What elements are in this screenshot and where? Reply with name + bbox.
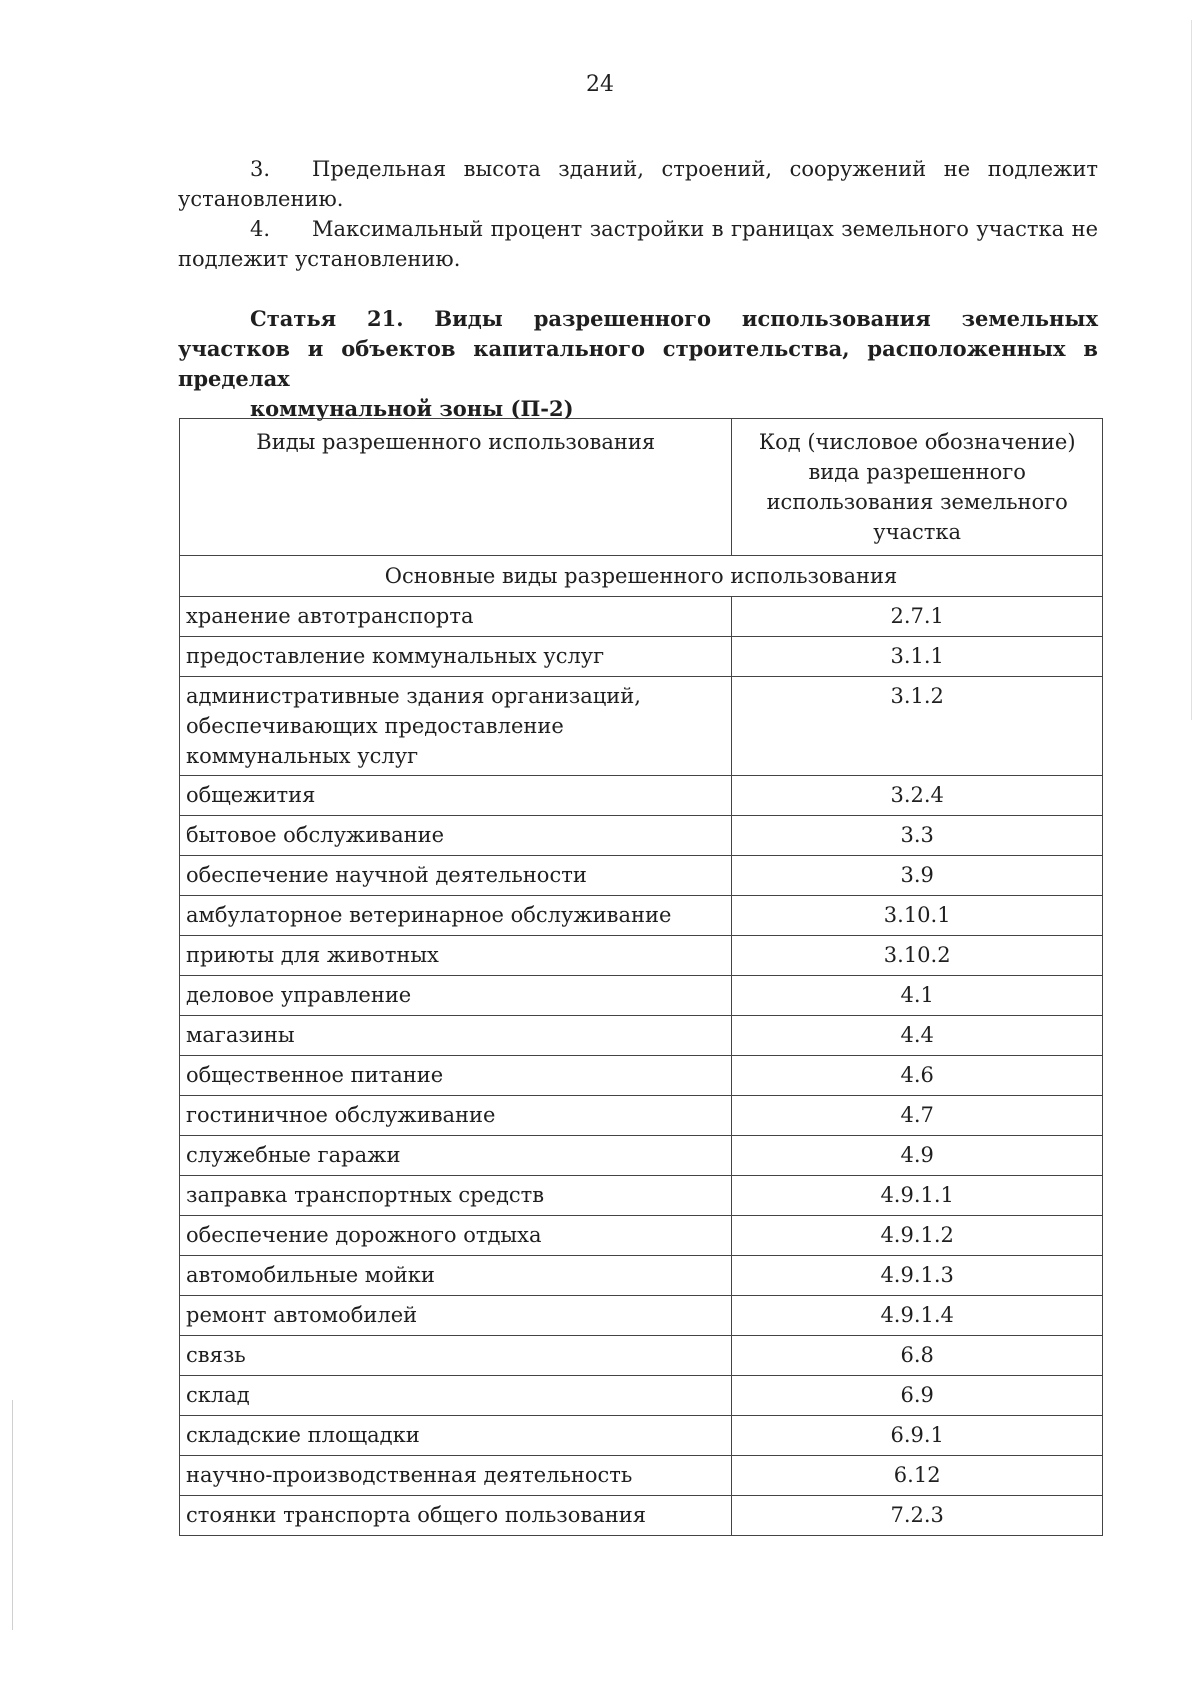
use-code-cell: 3.9 <box>732 856 1103 896</box>
paragraph-number: 3. <box>250 157 271 181</box>
paragraph-number: 4. <box>250 217 271 241</box>
use-name-cell: магазины <box>180 1016 732 1056</box>
scan-margin-line <box>12 1400 13 1630</box>
scan-edge-line <box>1191 20 1192 720</box>
use-name-cell: общественное питание <box>180 1056 732 1096</box>
use-name-cell: стоянки транспорта общего пользования <box>180 1496 732 1536</box>
use-code-cell: 6.8 <box>732 1336 1103 1376</box>
table-row <box>180 1256 1103 1296</box>
table-row <box>180 1336 1103 1376</box>
table-row <box>180 1096 1103 1136</box>
use-name-cell: общежития <box>180 776 732 816</box>
table-body <box>180 597 1103 1536</box>
header-uses: Виды разрешенного использования <box>180 419 732 556</box>
table-row <box>180 637 1103 677</box>
use-code-cell: 4.9.1.3 <box>732 1256 1103 1296</box>
use-name-cell: административные здания организаций, обеспечивающих предоставление коммунальных услуг <box>180 677 732 776</box>
use-code-cell: 4.9 <box>732 1136 1103 1176</box>
use-name-cell: связь <box>180 1336 732 1376</box>
use-code-cell: 3.1.1 <box>732 637 1103 677</box>
use-name-cell: служебные гаражи <box>180 1136 732 1176</box>
table-row <box>180 896 1103 936</box>
use-code-cell: 3.10.2 <box>732 936 1103 976</box>
table-row <box>180 1496 1103 1536</box>
table-row <box>180 1296 1103 1336</box>
use-code-cell: 3.3 <box>732 816 1103 856</box>
header-code: Код (числовое обозначение) вида разрешенного использования земельного участка <box>732 419 1103 556</box>
use-name-cell: бытовое обслуживание <box>180 816 732 856</box>
use-name-cell: амбулаторное ветеринарное обслуживание <box>180 896 732 936</box>
table-row <box>180 776 1103 816</box>
section-title: Основные виды разрешенного использования <box>180 556 1103 597</box>
table-row <box>180 1016 1103 1056</box>
use-code-cell: 3.1.2 <box>732 677 1103 776</box>
table-row <box>180 1136 1103 1176</box>
use-name-cell: складские площадки <box>180 1416 732 1456</box>
table-section-row <box>180 556 1103 597</box>
use-code-cell: 6.9 <box>732 1376 1103 1416</box>
table-row <box>180 1416 1103 1456</box>
use-code-cell: 6.9.1 <box>732 1416 1103 1456</box>
use-name-cell: гостиничное обслуживание <box>180 1096 732 1136</box>
use-name-cell: автомобильные мойки <box>180 1256 732 1296</box>
permitted-uses-table <box>179 418 1103 1536</box>
table-row <box>180 1176 1103 1216</box>
table-row <box>180 1456 1103 1496</box>
use-name-cell: заправка транспортных средств <box>180 1176 732 1216</box>
paragraph-4 <box>178 214 1098 274</box>
paragraph-text: Предельная высота зданий, строений, сооружений не подлежит установлению. <box>178 157 1098 211</box>
use-code-cell: 7.2.3 <box>732 1496 1103 1536</box>
use-name-cell: хранение автотранспорта <box>180 597 732 637</box>
use-code-cell: 4.1 <box>732 976 1103 1016</box>
table-row <box>180 597 1103 637</box>
article-heading <box>178 304 1098 424</box>
use-name-cell: приюты для животных <box>180 936 732 976</box>
article-title-main: Статья 21. Виды разрешенного использования земельных участков и объектов капитального строительства, расположенных в пределах <box>178 306 1098 391</box>
use-code-cell: 6.12 <box>732 1456 1103 1496</box>
table-row <box>180 936 1103 976</box>
use-code-cell: 3.10.1 <box>732 896 1103 936</box>
table-row <box>180 816 1103 856</box>
table-row <box>180 1376 1103 1416</box>
table-row <box>180 856 1103 896</box>
use-name-cell: обеспечение научной деятельности <box>180 856 732 896</box>
use-code-cell: 4.7 <box>732 1096 1103 1136</box>
use-code-cell: 2.7.1 <box>732 597 1103 637</box>
use-code-cell: 4.4 <box>732 1016 1103 1056</box>
table-row <box>180 1056 1103 1096</box>
use-name-cell: обеспечение дорожного отдыха <box>180 1216 732 1256</box>
table-row <box>180 976 1103 1016</box>
use-code-cell: 4.9.1.4 <box>732 1296 1103 1336</box>
table-row <box>180 677 1103 776</box>
use-name-cell: деловое управление <box>180 976 732 1016</box>
page-number: 24 <box>586 72 614 97</box>
use-code-cell: 3.2.4 <box>732 776 1103 816</box>
use-code-cell: 4.9.1.2 <box>732 1216 1103 1256</box>
paragraph-3 <box>178 154 1098 214</box>
use-code-cell: 4.9.1.1 <box>732 1176 1103 1216</box>
use-name-cell: склад <box>180 1376 732 1416</box>
table-row <box>180 1216 1103 1256</box>
use-name-cell: предоставление коммунальных услуг <box>180 637 732 677</box>
paragraph-text: Максимальный процент застройки в границах земельного участка не подлежит установлению. <box>178 217 1098 271</box>
table-header-row <box>180 419 1103 556</box>
article-title-last-line: коммунальной зоны (П-2) <box>250 396 574 421</box>
use-name-cell: научно-производственная деятельность <box>180 1456 732 1496</box>
use-name-cell: ремонт автомобилей <box>180 1296 732 1336</box>
use-code-cell: 4.6 <box>732 1056 1103 1096</box>
